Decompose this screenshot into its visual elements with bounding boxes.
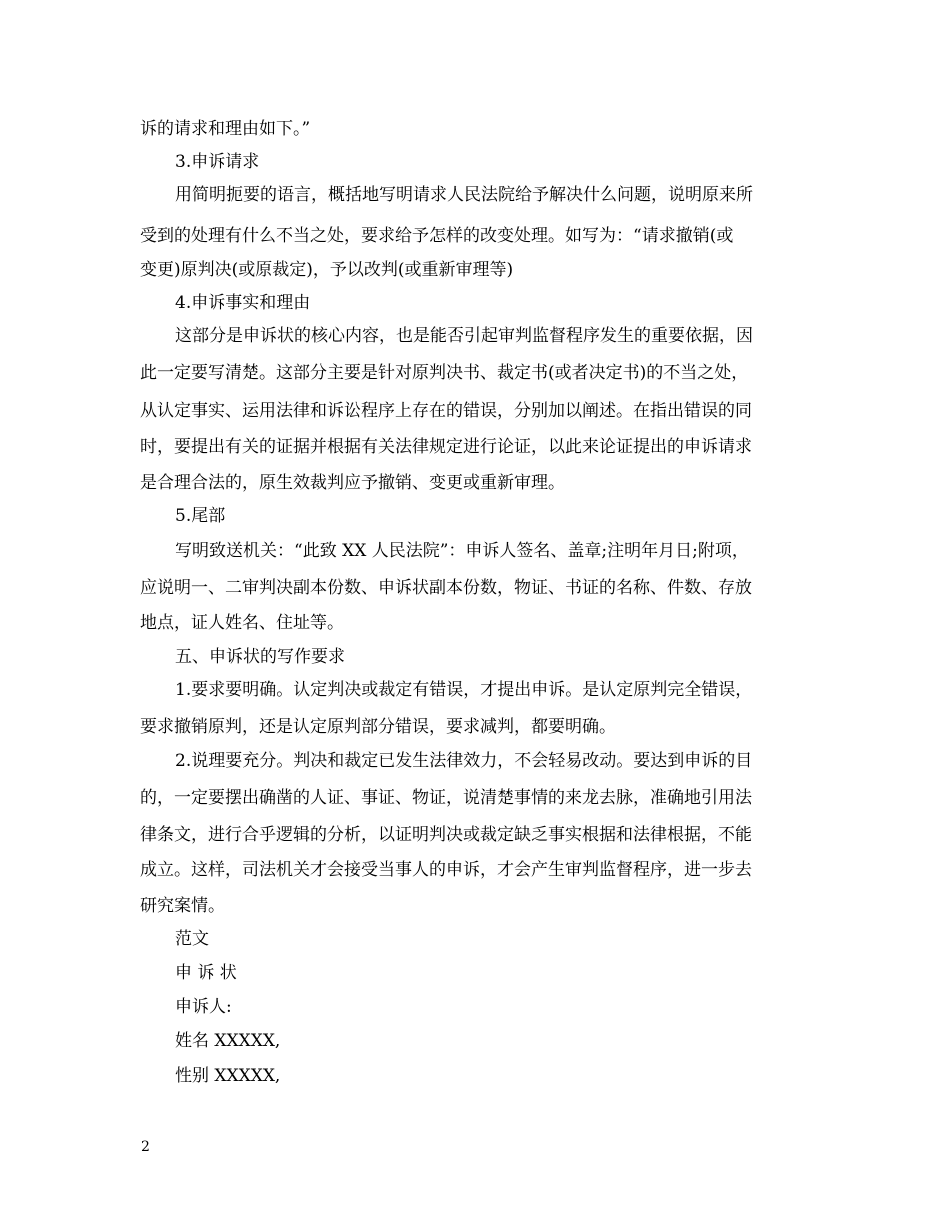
body-line: 时，要提出有关的证据并根据有关法律规定进行论证，以此来论证提出的申诉请求 [140, 437, 752, 457]
sample-field: 性别 XXXXX, [175, 1066, 281, 1086]
sample-field: 姓名 XXXXX, [175, 1031, 281, 1051]
body-line: 是合理合法的，原生效裁判应予撤销、变更或重新审理。 [140, 473, 565, 493]
section-heading: 4.申诉事实和理由 [175, 293, 311, 313]
sample-field: 申诉人: [175, 997, 232, 1017]
body-line: 诉的请求和理由如下。” [140, 119, 311, 139]
body-line: 律条文，进行合乎逻辑的分析，以证明判决或裁定缺乏事实根据和法律根据，不能 [140, 825, 752, 845]
page-number: 2 [141, 1139, 150, 1155]
section-heading: 五、申诉状的写作要求 [175, 647, 345, 667]
body-line: 从认定事实、运用法律和诉讼程序上存在的错误，分别加以阐述。在指出错误的同 [140, 401, 752, 421]
body-line: 的，一定要摆出确凿的人证、事证、物证，说清楚事情的来龙去脉，准确地引用法 [140, 788, 752, 808]
body-line: 写明致送机关：“此致 XX 人民法院”：申诉人签名、盖章;注明年月日;附项， [175, 541, 749, 561]
body-line: 用简明扼要的语言，概括地写明请求人民法院给予解决什么问题，说明原来所 [175, 185, 753, 205]
body-line: 地点，证人姓名、住址等。 [140, 613, 344, 633]
body-line: 要求撤销原判，还是认定原判部分错误，要求减判，都要明确。 [140, 717, 616, 737]
section-heading: 3.申诉请求 [175, 152, 260, 172]
body-line: 研究案情。 [140, 896, 225, 916]
section-heading: 5.尾部 [175, 506, 226, 526]
body-line: 此一定要写清楚。这部分主要是针对原判决书、裁定书(或者决定书)的不当之处， [140, 363, 749, 383]
body-line: 成立。这样，司法机关才会接受当事人的申诉，才会产生审判监督程序，进一步去 [140, 860, 752, 880]
body-line: 受到的处理有什么不当之处，要求给予怎样的改变处理。如写为：“请求撤销(或 [140, 226, 734, 246]
body-line: 2.说理要充分。判决和裁定已发生法律效力，不会轻易改动。要达到申诉的目 [175, 751, 753, 771]
sample-title: 申 诉 状 [175, 963, 237, 983]
body-line: 1.要求要明确。认定判决或裁定有错误，才提出申诉。是认定原判完全错误， [175, 680, 753, 700]
body-line: 这部分是申诉状的核心内容，也是能否引起审判监督程序发生的重要依据，因 [175, 326, 753, 346]
body-line: 应说明一、二审判决副本份数、申诉状副本份数，物证、书证的名称、件数、存放 [140, 578, 752, 598]
sample-heading: 范文 [175, 929, 209, 949]
body-line: 变更)原判决(或原裁定)，予以改判(或重新审理等) [140, 260, 514, 280]
